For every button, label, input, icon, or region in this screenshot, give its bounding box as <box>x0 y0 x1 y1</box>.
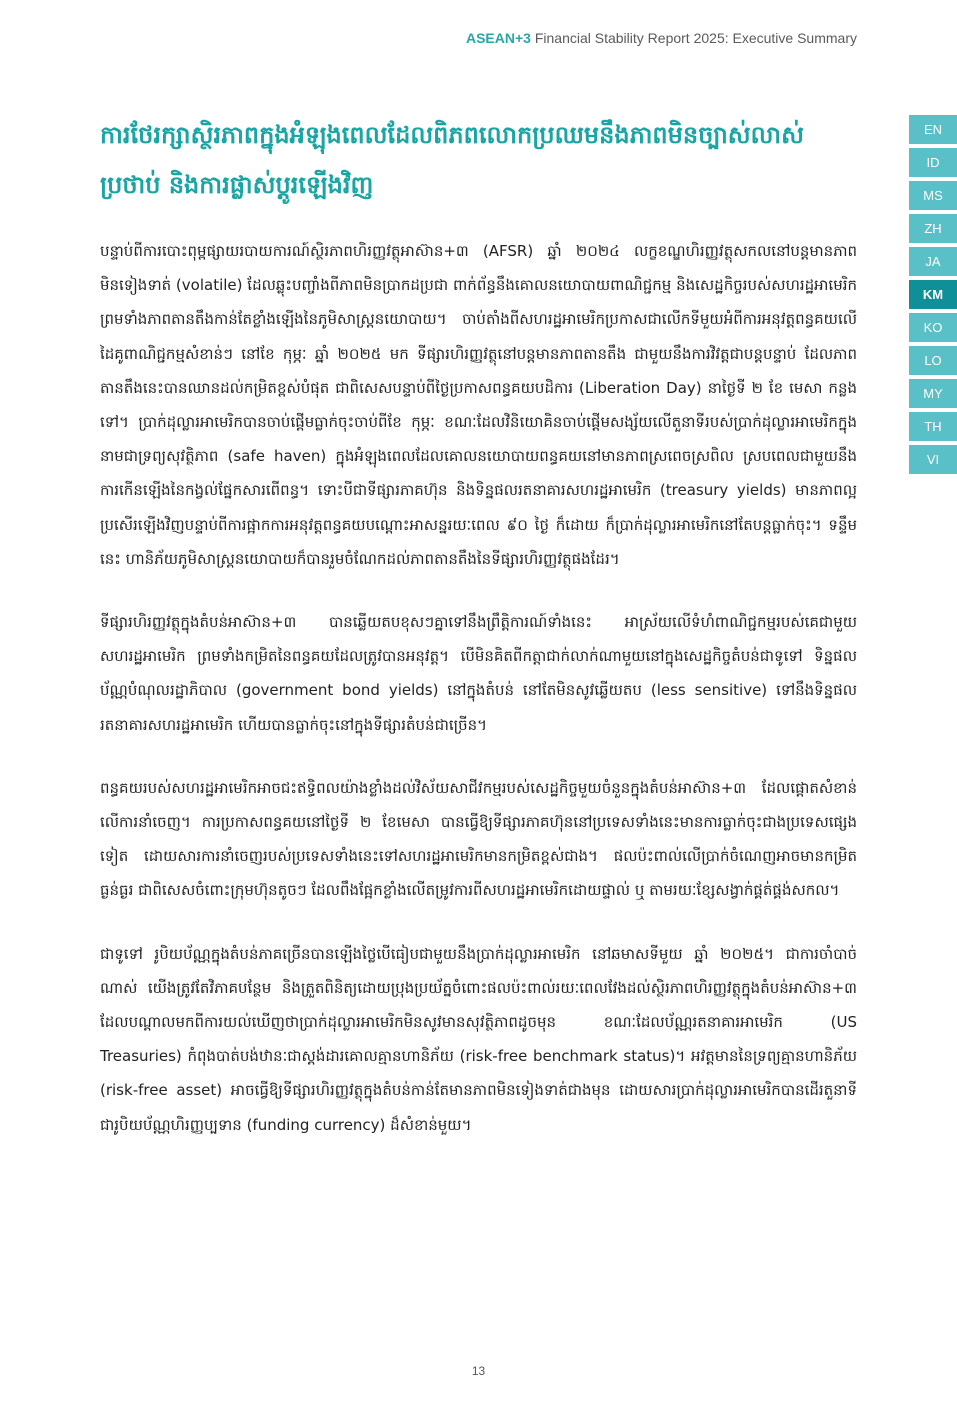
section-title: ការថែរក្សាស្ថិរភាពក្នុងអំឡុងពេលដែលពិភពលោកប្រឈមនឹងភាពមិនច្បាស់លាស់ប្រថាប់ និងការផ្លាស់ប្តូរឡើងវិញ <box>100 121 804 199</box>
lang-tab-lo[interactable]: LO <box>909 346 957 375</box>
header-brand: ASEAN+3 <box>465 30 531 46</box>
lang-tab-ms[interactable]: MS <box>909 181 957 210</box>
lang-tab-vi[interactable]: VI <box>909 445 957 474</box>
lang-tab-zh[interactable]: ZH <box>909 214 957 243</box>
page-number: 13 <box>471 1364 486 1378</box>
lang-tab-ja[interactable]: JA <box>909 247 957 276</box>
paragraph: បន្ទាប់ពីការបោះពុម្ពផ្សាយរបាយការណ៍ស្ថិរភាពហិរញ្ញវត្ថុអាស៊ាន+៣ (AFSR) ឆ្នាំ ២០២៤ លក្ខខណ្ឌហិរញ្ញវត្ថុសកលនៅបន្តមានភាពមិនទៀងទាត់ (volatile) ដែលឆ្លុះបញ្ចាំងពីភាពមិនប្រាកដប្រជា ពាក់ព័ន្ធនឹងគោលនយោបាយពាណិជ្ជកម្ម និងសេដ្ឋកិច្ចរបស់សហរដ្ឋអាមេរិក ព្រមទាំងភាពតានតឹងកាន់តែខ្លាំងឡើងនៃភូមិសាស្ត្រនយោបាយ។ ចាប់តាំងពីសហរដ្ឋអាមេរិកប្រកាសជាលើកទីមួយអំពីការអនុវត្តពន្ធគយលើដៃគូពាណិជ្ជកម្មសំខាន់ៗ នៅខែ កុម្ភៈ ឆ្នាំ ២០២៥ មក ទីផ្សារហិរញ្ញវត្ថុនៅបន្តមានភាពតានតឹង ជាមួយនឹងការវិវត្តជាបន្តបន្ទាប់ ដែលភាពតានតឹងនេះបានឈានដល់កម្រិតខ្ពស់បំផុត ជាពិសេសបន្ទាប់ពីថ្ងៃប្រកាសពន្ធគយបដិការ (Liberation Day) នាថ្ងៃទី ២ ខែ មេសា កន្លងទៅ។ ប្រាក់ដុល្លារអាមេរិកបានចាប់ផ្តើមធ្លាក់ចុះចាប់ពីខែ កុម្ភៈ ខណៈដែលវិនិយោគិនចាប់ផ្តើមសង្ស័យលើតួនាទីរបស់ប្រាក់ដុល្លារអាមេរិកក្នុងនាមជាទ្រព្យសុវត្ថិភាព (safe haven) ក្នុងអំឡុងពេលដែលគោលនយោបាយពន្ធគយនៅមានភាពស្រពេចស្រពិល ស្របពេលជាមួយនឹងការកើនឡើងនៃកង្វល់ផ្នែកសារពើពន្ធ។ ទោះបីជាទីផ្សារភាគហ៊ុន និងទិន្នផលរតនាគារសហរដ្ឋអាមេរិក (treasury yields) មានភាពល្អប្រសើរឡើងវិញបន្ទាប់ពីការផ្អាកការអនុវត្តពន្ធគយបណ្តោះអាសន្នរយៈពេល ៩០ ថ្ងៃ ក៏ដោយ ក៏ប្រាក់ដុល្លារអាមេរិកនៅតែបន្តធ្លាក់ចុះ។ ទន្ទឹមនេះ ហានិភ័យភូមិសាស្ត្រនយោបាយក៏បានរួមចំណែកដល់ភាពតានតឹងនៃទីផ្សារហិរញ្ញវត្ថុផងដែរ។ <box>100 242 857 568</box>
paragraph: ទីផ្សារហិរញ្ញវត្ថុក្នុងតំបន់អាស៊ាន+៣ បានឆ្លើយតបខុសៗគ្នាទៅនឹងព្រឹត្តិការណ៍ទាំងនេះ អាស្រ័យលើទំហំពាណិជ្ជកម្មរបស់គេជាមួយសហរដ្ឋអាមេរិក ព្រមទាំងកម្រិតនៃពន្ធគយដែលត្រូវបានអនុវត្ត។ បើមិនគិតពីកត្តាជាក់លាក់ណាមួយនៅក្នុងសេដ្ឋកិច្ចតំបន់ជាទូទៅ ទិន្នផលប័ណ្ណបំណុលរដ្ឋាភិបាល (government bond yields) នៅក្នុងតំបន់ នៅតែមិនសូវឆ្លើយតប (less sensitive) ទៅនឹងទិន្នផលរតនាគារសហរដ្ឋអាមេរិក ហើយបានធ្លាក់ចុះនៅក្នុងទីផ្សារតំបន់ជាច្រើន។ <box>100 613 857 734</box>
body-text <box>100 234 857 1171</box>
paragraph: ពន្ធគយរបស់សហរដ្ឋអាមេរិកអាចជះឥទ្ធិពលយ៉ាងខ្លាំងដល់វិស័យសាជីវកម្មរបស់សេដ្ឋកិច្ចមួយចំនួនក្នុងតំបន់អាស៊ាន+៣ ដែលផ្តោតសំខាន់លើការនាំចេញ។ ការប្រកាសពន្ធគយនៅថ្ងៃទី ២ ខែមេសា បានធ្វើឱ្យទីផ្សារភាគហ៊ុននៅប្រទេសទាំងនេះមានការធ្លាក់ចុះជាងប្រទេសផ្សេងទៀត ដោយសារការនាំចេញរបស់ប្រទេសទាំងនេះទៅសហរដ្ឋអាមេរិកមានកម្រិតខ្ពស់ជាង។ ផលប៉ះពាល់លើប្រាក់ចំណេញអាចមានកម្រិតធ្ងន់ធ្ងរ ជាពិសេសចំពោះក្រុមហ៊ុនតូចៗ ដែលពឹងផ្អែកខ្លាំងលើតម្រូវការពីសហរដ្ឋអាមេរិកដោយផ្ទាល់ ឬ តាមរយៈខ្សែសង្វាក់ផ្គត់ផ្គង់សកល។ <box>100 778 857 900</box>
lang-tab-my[interactable]: MY <box>909 379 957 408</box>
running-header <box>466 30 857 46</box>
language-tabs <box>909 115 957 478</box>
lang-tab-th[interactable]: TH <box>909 412 957 441</box>
header-report-title: Financial Stability Report 2025: Executive Summary <box>530 30 857 46</box>
lang-tab-en[interactable]: EN <box>909 115 957 144</box>
lang-tab-id[interactable]: ID <box>909 148 957 177</box>
paragraph: ជាទូទៅ រូបិយប័ណ្ណក្នុងតំបន់ភាគច្រើនបានឡើងថ្លៃបើធៀបជាមួយនឹងប្រាក់ដុល្លារអាមេរិក នៅឆមាសទីមួយ ឆ្នាំ ២០២៥។ ជាការចាំបាច់ណាស់ យើងត្រូវតែវិភាគបន្ថែម និងត្រួតពិនិត្យដោយប្រុងប្រយ័ត្នចំពោះផលប៉ះពាល់រយៈពេលវែងដល់ស្ថិរភាពហិរញ្ញវត្ថុក្នុងតំបន់អាស៊ាន+៣ ដែលបណ្តាលមកពីការយល់ឃើញថាប្រាក់ដុល្លារអាមេរិកមិនសូវមានសុវត្ថិភាពដូចមុន ខណៈដែលប័ណ្ណរតនាគារអាមេរិក (US Treasuries) កំពុងបាត់បង់ឋានៈជាស្តង់ដារគោលគ្មានហានិភ័យ (risk-free benchmark status)។ អវត្តមាននៃទ្រព្យគ្មានហានិភ័យ (risk-free asset) អាចធ្វើឱ្យទីផ្សារហិរញ្ញវត្ថុក្នុងតំបន់កាន់តែមានភាពមិនទៀងទាត់ជាងមុន ដោយសារប្រាក់ដុល្លារអាមេរិកបានដើរតួនាទីជារូបិយប័ណ្ណហិរញ្ញប្បទាន (funding currency) ដ៏សំខាន់មួយ។ <box>100 944 857 1134</box>
lang-tab-ko[interactable]: KO <box>909 313 957 342</box>
lang-tab-km[interactable]: KM <box>909 280 957 309</box>
